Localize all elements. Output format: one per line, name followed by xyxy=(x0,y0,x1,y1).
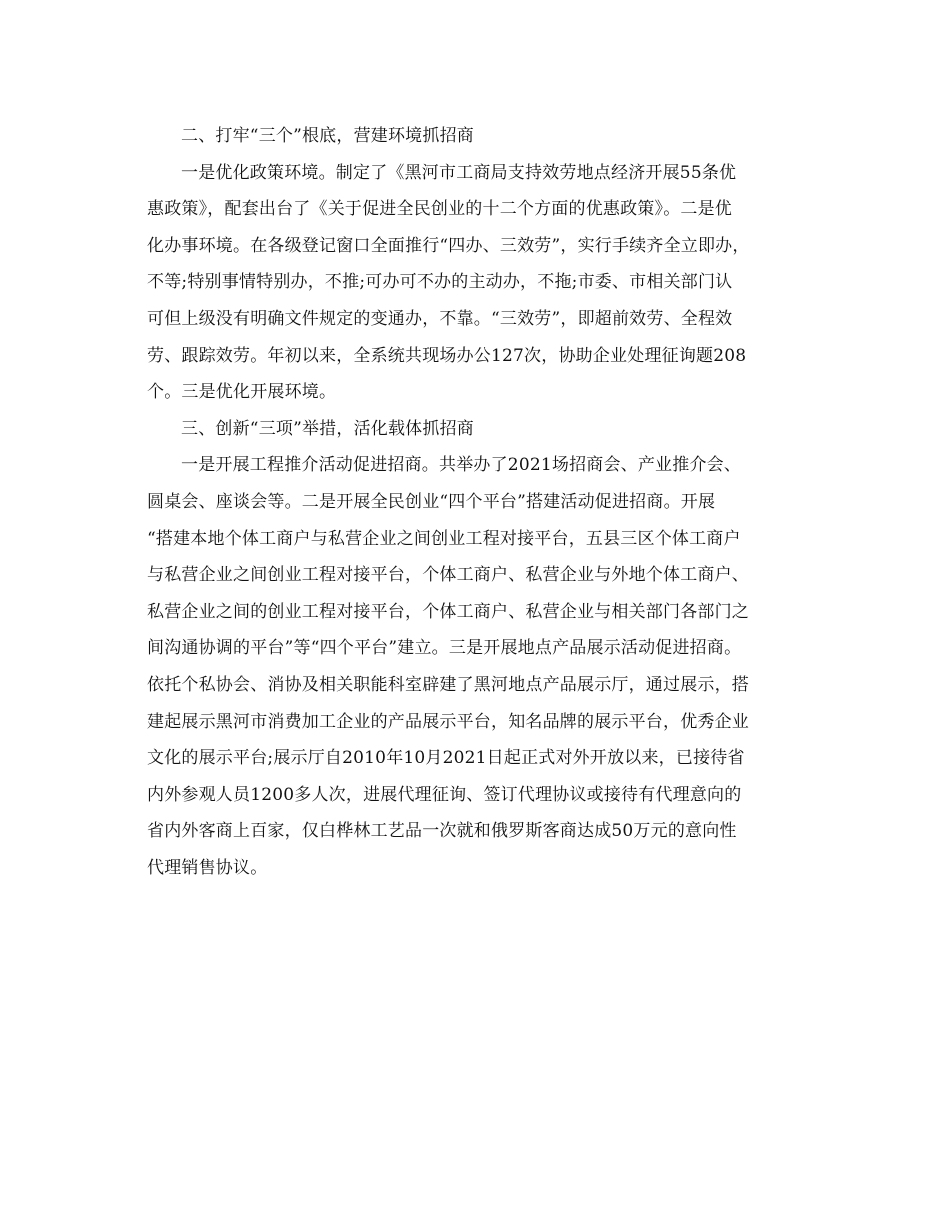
section-heading-2: 二、打牢“三个”根底，营建环境抓招商 xyxy=(181,126,474,146)
paragraph-line: 依托个私协会、消协及相关职能科室辟建了黑河地点产品展示厅，通过展示，搭 xyxy=(147,674,749,695)
paragraph-line: 个。三是优化开展环境。 xyxy=(147,382,337,403)
document-body xyxy=(147,118,817,886)
paragraph-line: 与私营企业之间创业工程对接平台，个体工商户、私营企业与外地个体工商户、 xyxy=(147,565,749,586)
paragraph-line: 可但上级没有明确文件规定的变通办，不靠。“三效劳”，即超前效劳、全程效 xyxy=(147,308,733,329)
paragraph-line: 间沟通协调的平台”等“四个平台”建立。三是开展地点产品展示活动促进招商。 xyxy=(147,638,742,659)
paragraph-line: 代理销售协议。 xyxy=(147,857,268,878)
paragraph-line: 圆桌会、座谈会等。二是开展全民创业“四个平台”搭建活动促进招商。开展 xyxy=(147,491,716,512)
paragraph-line: 省内外客商上百家，仅白桦林工艺品一次就和俄罗斯客商达成50万元的意向性 xyxy=(147,821,737,842)
paragraph-line: 化办事环境。在各级登记窗口全面推行“四办、三效劳”，实行手续齐全立即办， xyxy=(147,235,750,256)
paragraph-line: 内外参观人员1200多人次，进展代理征询、签订代理协议或接待有代理意向的 xyxy=(147,784,742,805)
paragraph-line: 私营企业之间的创业工程对接平台，个体工商户、私营企业与相关部门各部门之 xyxy=(147,601,749,622)
paragraph-line: 不等;特别事情特别办，不推;可办可不办的主动办，不拖;市委、市相关部门认 xyxy=(147,272,733,293)
paragraph-line: 劳、跟踪效劳。年初以来，全系统共现场办公127次，协助企业处理征询题208 xyxy=(147,345,747,366)
paragraph-line: 一是优化政策环境。制定了《黑河市工商局支持效劳地点经济开展55条优 xyxy=(181,162,737,183)
paragraph-line: 惠政策》，配套出台了《关于促进全民创业的十二个方面的优惠政策》。二是优 xyxy=(147,199,732,220)
section-heading-3: 三、创新“三项”举措，活化载体抓招商 xyxy=(181,418,474,439)
paragraph-line: 文化的展示平台;展示厅自2010年10月2021日起正式对外开放以来，已接待省 xyxy=(147,748,745,769)
paragraph-line: “搭建本地个体工商户与私营企业之间创业工程对接平台，五县三区个体工商户 xyxy=(147,528,741,549)
paragraph-line: 一是开展工程推介活动促进招商。共举办了2021场招商会、产业推介会、 xyxy=(181,455,742,476)
paragraph-line: 建起展示黑河市消费加工企业的产品展示平台，知名品牌的展示平台，优秀企业 xyxy=(147,711,749,732)
